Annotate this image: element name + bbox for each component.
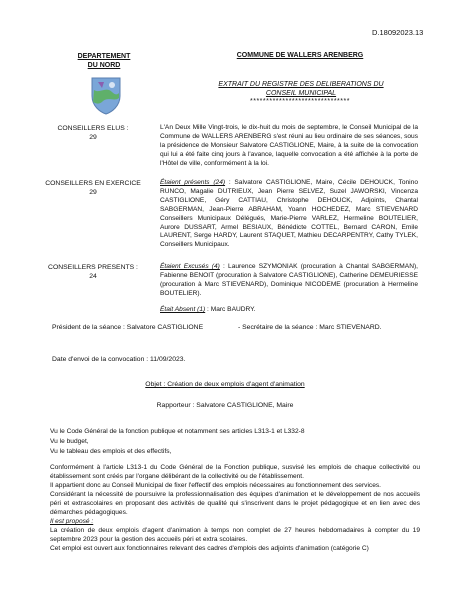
presents-text: : Salvatore CASTIGLIONE, Maire, Cécile DEHOUCK, Tonino RUNCO, Magalie DUTRIEUX, Jean Pierre SELVEZ, Suzel JAWORSKI, Vincenza CASTIGLIONE, Géry CATTIAU, Christophe DEHOUCK, Adjoints, Chantal SABGERMAN, Jean-Pierre ABRAHAM, Yoann HOCHEDEZ, Marc STIEVENARD Conseillers Municipaux Délégués, Marie-Pierre VARLEZ, Hermeline BOUTELIER, Aurore DUSSART, Armel BESIAUX, Bénédicte COTTEL, Bernard CARON, Emile LAURENT, Serge HARDY, Laurent STAQUET, Mathieu DECARPENTRY, Cathy TYLEK, Conseillers Municipaux.	[160, 179, 418, 249]
document-reference: D.18092023.13	[372, 28, 424, 37]
departement-header	[60, 52, 148, 70]
elus-paragraph: L'An Deux Mille Vingt-trois, le dix-huit du mois de septembre, le Conseil Municipal de la Commune de WALLERS ARENBERG s'est réuni au lieu ordinaire de ses séances, sous la présidence de Monsieur Salvatore CASTIGLIONE, Maire, à la suite de la convocation qui lui a été faite cinq jours à l'avance, laquelle convocation a été affichée à la porte de l'Hôtel de ville, conformément à la loi.	[160, 124, 418, 167]
excuses-heading: Étaient Excusés (4)	[160, 263, 220, 270]
body-paragraph: Considérant la nécessité de poursuivre la professionnalisation des équipes d'animation et le développement de nos accueils péri et extrascolaires en proposant des activités de qualité qui s'inscrivent dans le projet pédagogique et en lien avec des démarches pédagogiques.	[50, 491, 420, 516]
departement-line2: DU NORD	[87, 62, 121, 69]
rapporteur-line: Rapporteur : Salvatore CASTIGLIONE, Maire	[156, 402, 294, 409]
excuses-paragraph	[160, 263, 418, 299]
excuses-text: : Laurence SZYMONIAK (procuration à Chantal SABGERMAN), Fabienne BENOIT (procuration à Salvatore CASTIGLIONE), Catherine DEMEURIESSE (procuration à Marc STIEVENARD), Dominique NICODEME (procuration à Hermeline BOUTELIER).	[160, 263, 418, 297]
body-paragraph: Il appartient donc au Conseil Municipal de fixer l'effectif des emplois nécessaires au fonctionnement des services.	[50, 482, 382, 489]
objet-line	[0, 381, 450, 388]
proposal-heading: Il est proposé :	[50, 518, 94, 525]
convocation-date: Date d'envoi de la convocation : 11/09/2023.	[52, 356, 186, 363]
proposal-line: Cet emploi est ouvert aux fonctionnaires relevant des cadres d'emplois des adjoints d'animation (catégorie C)	[50, 544, 369, 552]
absent-text: : Marc BAUDRY.	[205, 306, 256, 313]
president-line: Président de la séance : Salvatore CASTIGLIONE	[52, 324, 204, 331]
objet-prefix: Objet :	[145, 381, 168, 388]
conseillers-exercice-label	[38, 179, 148, 197]
conseillers-elus-label	[38, 124, 148, 142]
elus-label-text: CONSEILLERS ELUS :	[57, 125, 129, 132]
absent-paragraph	[160, 306, 418, 315]
town-crest-icon	[90, 76, 122, 116]
commune-title: COMMUNE DE WALLERS ARENBERG	[236, 52, 364, 59]
proposal-section	[50, 518, 420, 554]
conseillers-presents-label	[38, 263, 148, 281]
extrait-title	[196, 80, 406, 98]
elus-count: 29	[89, 134, 97, 141]
presents-label-text: CONSEILLERS PRESENTS :	[48, 264, 138, 271]
presents-paragraph	[160, 179, 418, 250]
extrait-line2: CONSEIL MUNICIPAL	[265, 90, 337, 97]
vu-line: Vu le Code Général de la fonction publique et notamment ses articles L313-1 et L332-8	[50, 428, 305, 435]
separator-dots: *******************************	[250, 98, 350, 105]
exercice-label-text: CONSEILLERS EN EXERCICE	[45, 180, 141, 187]
departement-line1: DEPARTEMENT	[77, 53, 131, 60]
vu-line: Vu le budget,	[50, 438, 89, 445]
proposal-line: La création de deux emplois d'agent d'animation à temps non complet de 27 heures hebdomadaires à compter du 19 septembre 2023 pour la gestion des accueils péri et extra scolaires.	[50, 526, 420, 543]
exercice-count: 29	[89, 189, 97, 196]
presents-heading: Étaient présents (24)	[160, 179, 226, 186]
absent-heading: Était Absent (1)	[160, 306, 206, 313]
vu-line: Vu le tableau des emplois et des effectifs,	[50, 448, 172, 455]
presents-count: 24	[89, 273, 97, 280]
body-paragraph: Conformément à l'article L313-1 du Code Général de la Fonction publique, susvisé les emplois de chaque collectivité ou établissement sont créés par l'organe délibérant de la collectivité ou de l'établissement.	[50, 464, 420, 480]
secretaire-line: - Secrétaire de la séance : Marc STIEVENARD.	[238, 324, 382, 331]
objet-title: Création de deux emplois d'agent d'animation	[167, 381, 305, 388]
extrait-line1: EXTRAIT DU REGISTRE DES DELIBERATIONS DU	[218, 81, 384, 88]
